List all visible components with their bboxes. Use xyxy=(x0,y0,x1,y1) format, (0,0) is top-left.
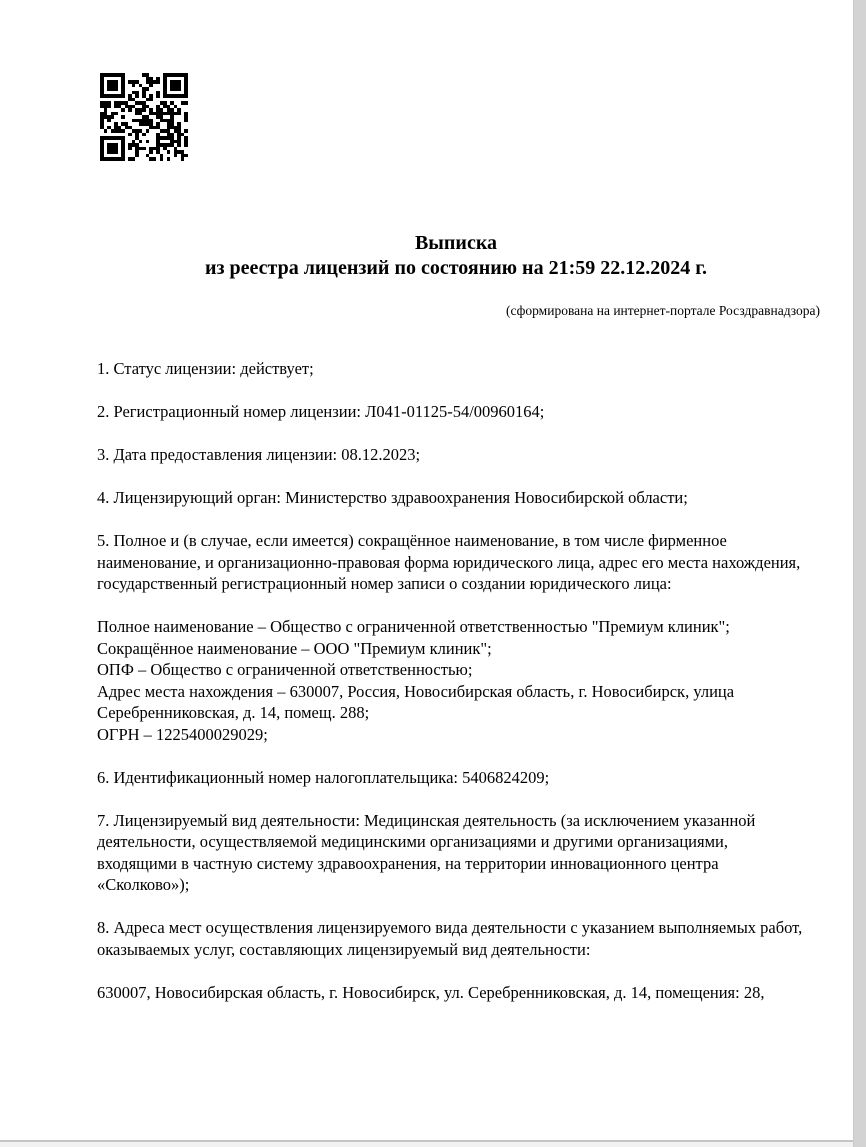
text-line: Полное наименование – Общество с ограниченной ответственностью "Премиум клиник"; xyxy=(97,617,730,636)
text-line: 630007, Новосибирская область, г. Новосибирск, ул. Серебренниковская, д. 14, помещения: 28, xyxy=(97,982,765,1002)
text-line: 1. Статус лицензии: действует; xyxy=(97,359,314,378)
text-line: 8. Адреса мест осуществления лицензируемого вида деятельности с указанием выполняемых работ, оказываемых услуг, составляющих лицензируемый вид деятельности: xyxy=(97,918,803,959)
text-line: 6. Идентификационный номер налогоплательщика: 5406824209; xyxy=(97,767,550,787)
paragraph-org-details xyxy=(97,616,804,745)
text-line: 2. Регистрационный номер лицензии: Л041-01125-54/00960164; xyxy=(97,402,545,421)
paragraph-grant-date xyxy=(97,444,804,466)
page-title xyxy=(97,231,815,281)
paragraph-addresses-intro xyxy=(97,917,804,960)
qr-module xyxy=(184,157,188,161)
paragraph-reg-number xyxy=(97,401,804,423)
document-body xyxy=(97,358,804,1025)
text-line: 4. Лицензирующий орган: Министерство здравоохранения Новосибирской области; xyxy=(97,488,688,507)
text-line: ОГРН – 1225400029029; xyxy=(97,724,268,744)
text-line: Сокращённое наименование – ООО "Премиум клиник"; xyxy=(97,638,492,658)
text-line: ОПФ – Общество с ограниченной ответственностью; xyxy=(97,660,473,679)
text-line: 7. Лицензируемый вид деятельности: Медицинская деятельность (за исключением указанной деятельности, осуществляемой медицинскими организациями и другими организациями, входящими в частную систему здравоохранения, на территории инновационного центра «Сколково»); xyxy=(97,810,756,894)
page-right-edge xyxy=(853,0,866,1147)
paragraph-activity-address xyxy=(97,982,804,1004)
text-line: Адрес места нахождения – 630007, Россия, Новосибирская область, г. Новосибирск, улица Серебренниковская, д. 14, помещ. 288; xyxy=(97,681,735,722)
title-line-2: из реестра лицензий по состоянию на 21:59 22.12.2024 г. xyxy=(204,257,708,279)
paragraph-licensing-body xyxy=(97,487,804,509)
subtitle-note: (сформирована на интернет-портале Росздравнадзора) xyxy=(505,303,820,318)
text-line: 3. Дата предоставления лицензии: 08.12.2023; xyxy=(97,445,421,464)
text-line: 5. Полное и (в случае, если имеется) сокращённое наименование, в том числе фирменное наименование, и организационно-правовая форма юридического лица, адрес его места нахождения, государственный регистрационный номер записи о создании юридического лица: xyxy=(97,531,801,593)
title-line-1: Выписка xyxy=(414,232,498,254)
paragraph-status xyxy=(97,358,804,380)
paragraph-activity-type xyxy=(97,810,804,896)
paragraph-inn xyxy=(97,767,804,789)
paragraph-name-intro xyxy=(97,530,804,595)
qr-code-icon xyxy=(100,73,188,161)
